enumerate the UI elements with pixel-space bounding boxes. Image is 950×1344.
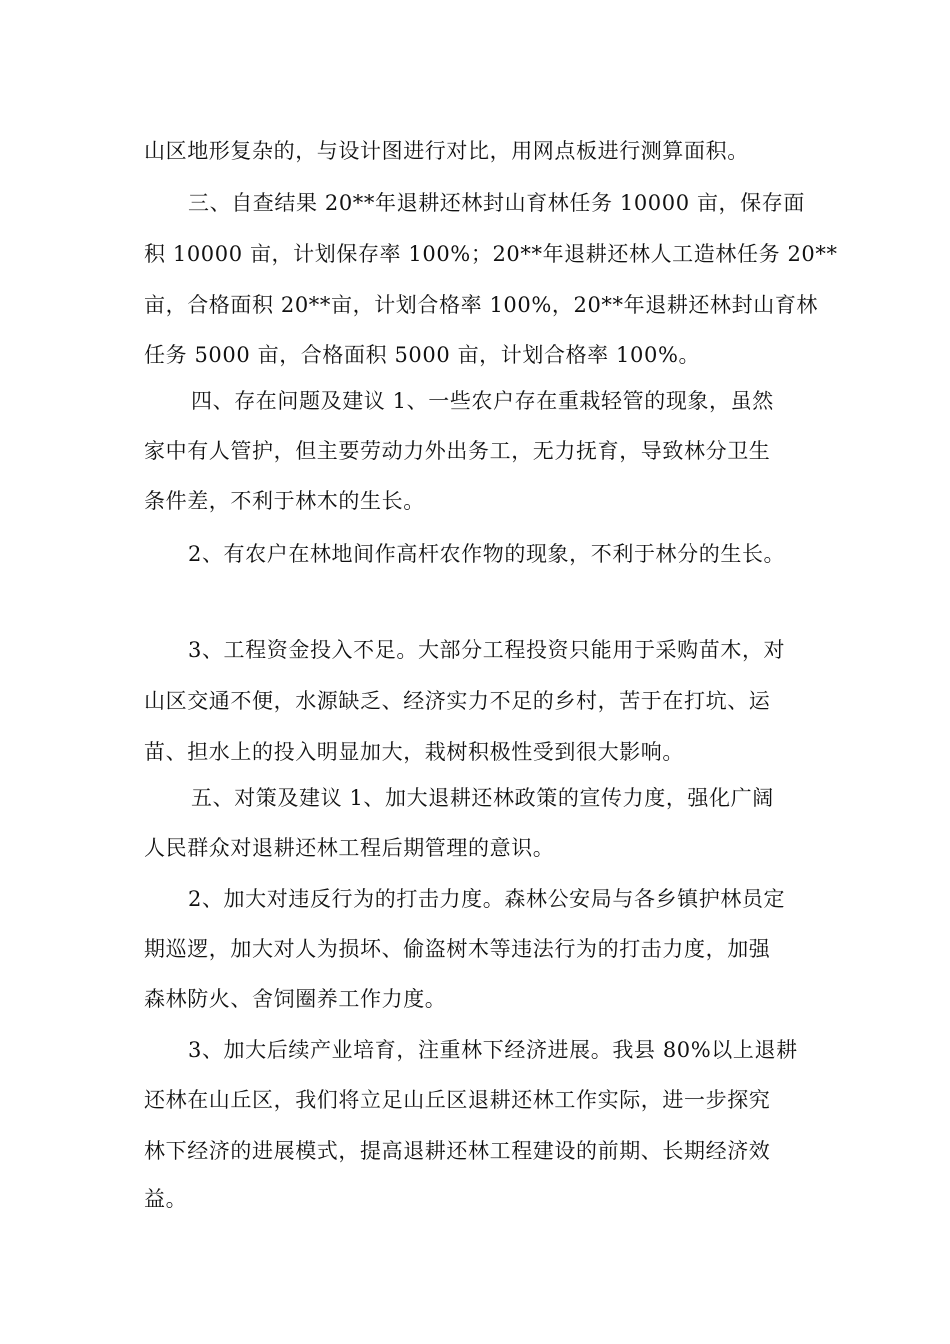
text-line: 苗、担水上的投入明显加大，栽树积极性受到很大影响。 xyxy=(144,740,684,764)
text-line: 2、加大对违反行为的打击力度。森林公安局与各乡镇护林员定 xyxy=(188,887,786,911)
text-line: 期巡逻，加大对人为损坏、偷盗树木等违法行为的打击力度，加强 xyxy=(144,937,771,961)
text-line: 人民群众对退耕还林工程后期管理的意识。 xyxy=(144,836,555,860)
text-line: 积 10000 亩，计划保存率 100%；20**年退耕还林人工造林任务 20** xyxy=(144,242,838,266)
text-line: 山区交通不便，水源缺乏、经济实力不足的乡村，苦于在打坑、运 xyxy=(144,689,771,713)
text-line: 任务 5000 亩，合格面积 5000 亩，计划合格率 100%。 xyxy=(144,343,701,367)
text-line: 三、自查结果 20**年退耕还林封山育林任务 10000 亩，保存面 xyxy=(188,191,805,215)
text-line: 3、工程资金投入不足。大部分工程投资只能用于采购苗木，对 xyxy=(188,638,786,662)
text-line: 五、对策及建议 1、加大退耕还林政策的宣传力度，强化广阔 xyxy=(191,786,774,810)
text-line: 林下经济的进展模式，提高退耕还林工程建设的前期、长期经济效 xyxy=(144,1139,771,1163)
text-line: 山区地形复杂的，与设计图进行对比，用网点板进行测算面积。 xyxy=(144,139,749,163)
text-line: 亩，合格面积 20**亩，计划合格率 100%，20**年退耕还林封山育林 xyxy=(144,293,819,317)
text-line: 还林在山丘区，我们将立足山丘区退耕还林工作实际，进一步探究 xyxy=(144,1088,771,1112)
text-line: 森林防火、舍饲圈养工作力度。 xyxy=(144,987,447,1011)
text-line: 条件差，不利于林木的生长。 xyxy=(144,489,425,513)
text-line: 益。 xyxy=(144,1187,188,1211)
text-line: 2、有农户在林地间作高杆农作物的现象，不利于林分的生长。 xyxy=(188,542,786,566)
text-line: 3、加大后续产业培育，注重林下经济进展。我县 80%以上退耕 xyxy=(188,1038,798,1062)
text-line: 四、存在问题及建议 1、一些农户存在重栽轻管的现象，虽然 xyxy=(191,389,774,413)
text-line: 家中有人管护，但主要劳动力外出务工，无力抚育，导致林分卫生 xyxy=(144,439,771,463)
